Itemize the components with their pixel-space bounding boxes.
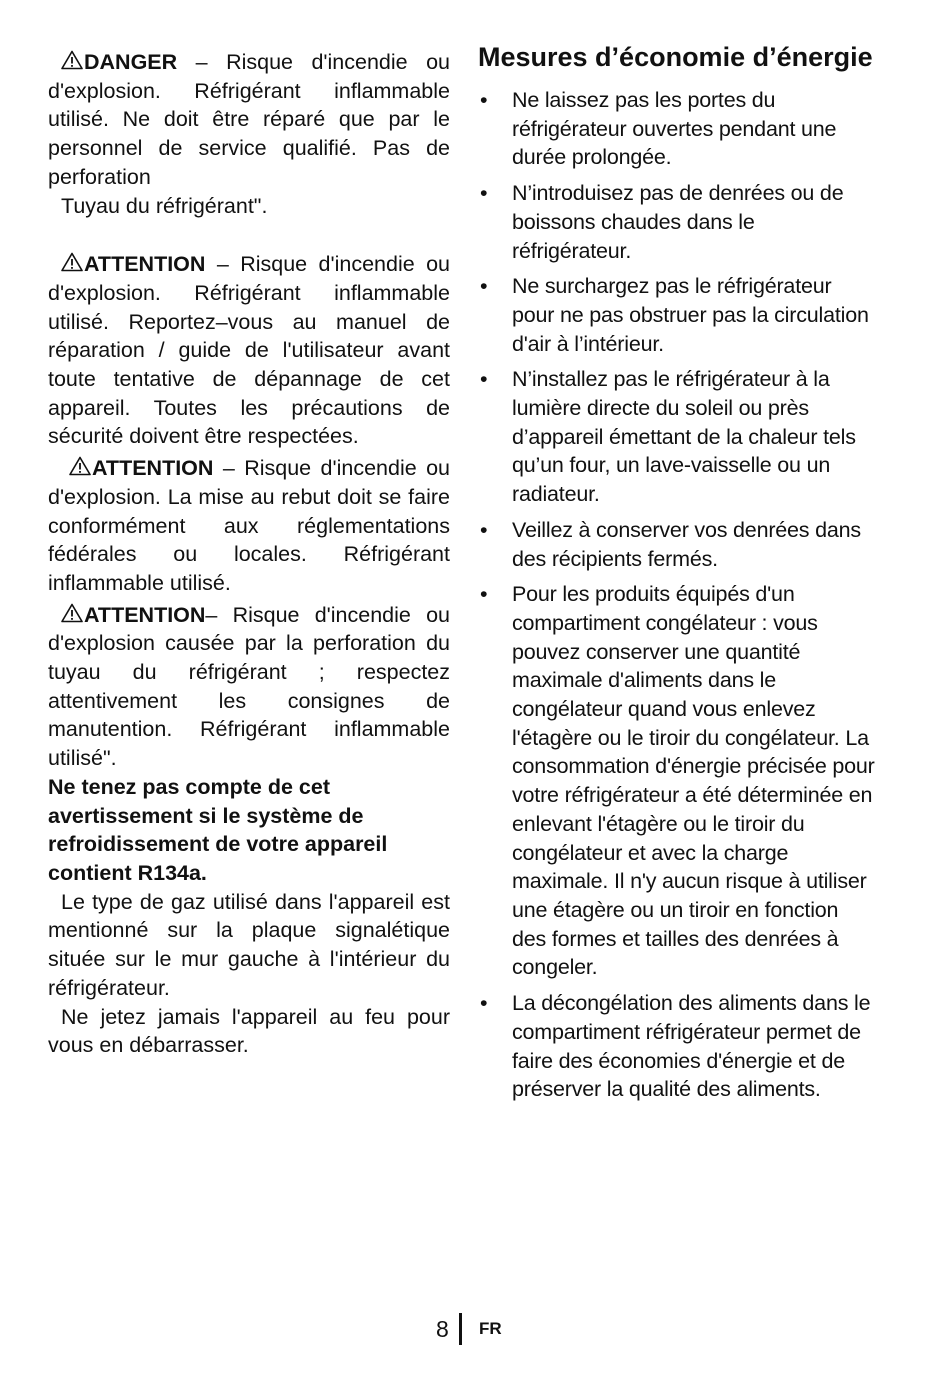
- list-item-text: Veillez à conserver vos denrées dans des récipients fermés.: [512, 517, 861, 571]
- left-column: [48, 48, 450, 1060]
- warning-keyword: ATTENTION: [92, 456, 214, 481]
- list-item-text: La décongélation des aliments dans le compartiment réfrigérateur permet de faire des économies d'énergie et de préserver la qualité des aliments.: [512, 991, 871, 1102]
- list-item: [478, 179, 878, 265]
- warning-text: – Risque d'incendie ou d'explosion causée par la perforation du tuyau du réfrigérant ; respectez attentivement les consignes de manutention. Réfrigérant inflammable utilisé".: [48, 602, 450, 771]
- right-column: [478, 43, 878, 1111]
- list-item-text: Ne laissez pas les portes du réfrigérateur ouvertes pendant une durée prolongée.: [512, 88, 837, 170]
- warning-text: – Risque d'incendie ou d'explosion. La mise au rebut doit se faire conformément aux réglementations fédérales ou locales. Réfrigérant inflammable utilisé.: [48, 456, 450, 595]
- warning-keyword: ATTENTION: [84, 252, 206, 277]
- warning-attention: [48, 601, 450, 773]
- bullet-icon: •: [480, 88, 488, 112]
- bullet-icon: •: [480, 991, 488, 1016]
- page-number: 8: [436, 1316, 449, 1342]
- warning-triangle-icon: [61, 252, 83, 272]
- warning-keyword: ATTENTION: [84, 602, 206, 627]
- warning-tail: Tuyau du réfrigérant".: [61, 193, 268, 218]
- page-separator: [459, 1313, 462, 1345]
- list-item: [478, 86, 878, 172]
- energy-tips-list: [478, 86, 878, 1104]
- page-footer: [0, 1313, 950, 1347]
- section-title: Mesures d’économie d’énergie: [478, 42, 873, 72]
- bullet-icon: •: [480, 517, 488, 542]
- warning-text: – Risque d'incendie ou d'explosion. Réfrigérant inflammable utilisé. Reportez–vous au manuel de réparation / guide de l'utilisateur avant toute tentative de dépannage de cet appareil. Toutes les précautions de sécurité doivent être respectées.: [48, 252, 450, 449]
- warning-keyword: DANGER: [84, 50, 178, 74]
- warning-danger: [48, 48, 450, 192]
- warning-triangle-icon: [61, 50, 83, 70]
- warning-attention: [48, 454, 450, 598]
- bullet-icon: •: [480, 367, 488, 392]
- warning-text: – Risque d'incendie ou d'explosion. Réfrigérant inflammable utilisé. Ne doit être réparé que par le personnel de service qualifié. Pas de perforation: [48, 50, 450, 189]
- r134a-note: Ne tenez pas compte de cet avertissement si le système de refroidissement de votre appareil contient R134a.: [48, 774, 388, 885]
- list-item: [478, 989, 878, 1104]
- list-item-text: N’installez pas le réfrigérateur à la lumière directe du soleil ou près d’appareil émettant de la chaleur tels qu’un four, un lave-vaisselle ou un radiateur.: [512, 367, 856, 507]
- warning-triangle-icon: [61, 603, 83, 623]
- list-item: [478, 365, 878, 509]
- list-item: [478, 516, 878, 573]
- disposal-paragraph: Ne jetez jamais l'appareil au feu pour vous en débarrasser.: [48, 1004, 450, 1058]
- list-item-text: N’introduisez pas de denrées ou de boissons chaudes dans le réfrigérateur.: [512, 181, 844, 263]
- language-code: FR: [479, 1319, 502, 1338]
- bullet-icon: •: [480, 582, 488, 607]
- list-item-text: Ne surchargez pas le réfrigérateur pour ne pas obstruer pas la circulation d'air à l’intérieur.: [512, 274, 869, 356]
- gas-type-paragraph: Le type de gaz utilisé dans l'appareil est mentionné sur la plaque signalétique située sur le mur gauche à l'intérieur du réfrigérateur.: [48, 889, 450, 1000]
- list-item: [478, 272, 878, 358]
- list-item: [478, 580, 878, 982]
- warning-triangle-icon: [69, 456, 91, 476]
- bullet-icon: •: [480, 274, 488, 299]
- list-item-text: Pour les produits équipés d'un compartiment congélateur : vous pouvez conserver une quantité maximale d'aliments dans le congélateur quand vous enlevez l'étagère ou le tiroir du congélateur. La consommation d'énergie précisée pour votre réfrigérateur a été déterminée en enlevant l'étagère ou le tiroir du congélateur et avec la charge maximale. Il n'y aucun risque à utiliser une étagère ou un tiroir en fonction des formes et tailles des denrées à congeler.: [512, 582, 875, 980]
- bullet-icon: •: [480, 181, 488, 206]
- warning-attention: [48, 250, 450, 451]
